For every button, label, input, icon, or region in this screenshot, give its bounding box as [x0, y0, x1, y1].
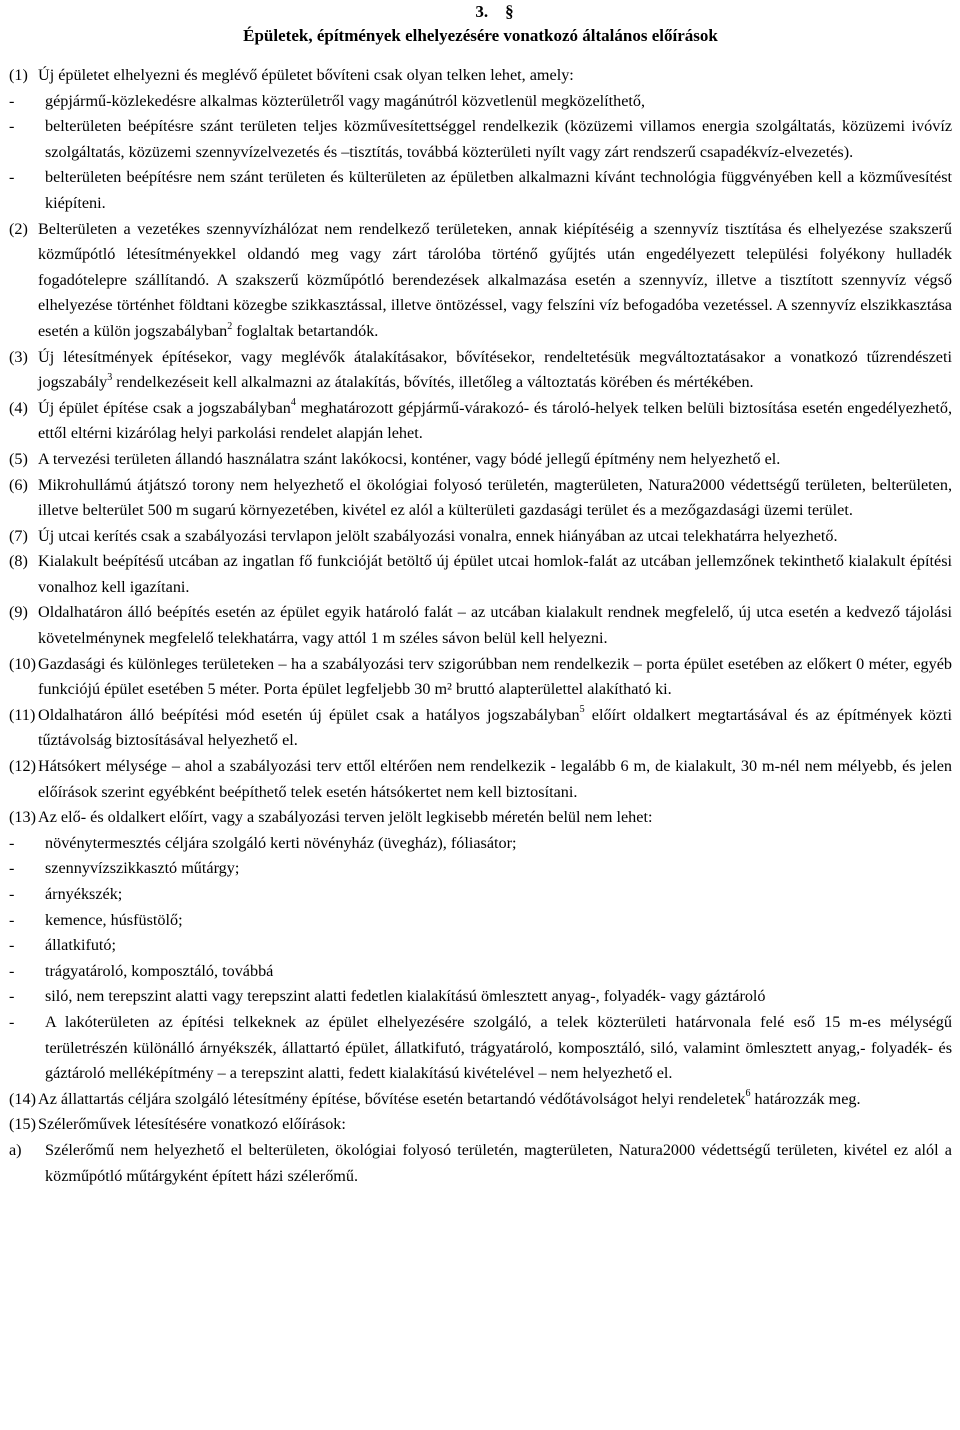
- list-item: [9, 933, 952, 959]
- paragraph-body: [38, 600, 952, 651]
- paragraph-body: [38, 345, 952, 396]
- paragraph-text: [38, 703, 952, 754]
- list-item: [9, 882, 952, 908]
- paragraph-body: [38, 805, 952, 831]
- paragraph-body: [38, 652, 952, 703]
- list-item: [9, 984, 952, 1010]
- paragraph-number: (7): [9, 526, 28, 545]
- list-item: [9, 831, 952, 857]
- list-item-text: A lakóterületen az építési telkeknek az épület elhelyezésére szolgáló, a telek közterületi határvonala felé eső 15 m-es mélységű területrészén különálló árnyékszék, állattartó épület, állatkifutó, trágyatároló, komposztáló, siló, valamint ömlesztett anyag,- folyadék- és gáztároló melléképítmény – a terepszint alatti, fedett kialakítású kivételével – nem helyezhető el.: [45, 1012, 952, 1083]
- paragraph-text-main: Új utcai kerítés csak a szabályozási tervlapon jelölt szabályozási vonalra, ennek hiányában az utcai telekhatárra helyezhető.: [38, 526, 838, 545]
- paragraph-text-cont: határozzák meg.: [750, 1089, 861, 1108]
- list-bullet: -: [9, 987, 15, 1006]
- paragraph-body: [38, 396, 952, 447]
- paragraph: [9, 1087, 952, 1113]
- list-bullet: a): [9, 1140, 22, 1159]
- list-item: [9, 1138, 952, 1189]
- paragraph-text-main: Az állattartás céljára szolgáló létesítmény építése, bővítése esetén betartandó védőtávolságot helyi rendeletek: [38, 1089, 746, 1108]
- list-item-text: gépjármű-közlekedésre alkalmas közterületről vagy magánútról közvetlenül megközelíthető,: [45, 91, 646, 110]
- list-bullet: -: [9, 885, 15, 903]
- paragraph-body: [38, 549, 952, 600]
- paragraph: [9, 63, 952, 89]
- list-bullet: -: [9, 1012, 15, 1031]
- paragraph: [9, 524, 952, 550]
- paragraph-text-main: Oldalhatáron álló beépítési mód esetén új épület csak a hatályos jogszabályban: [38, 705, 580, 724]
- paragraph-number: (4): [9, 398, 28, 417]
- paragraph-list: [9, 63, 952, 1189]
- list-item: [9, 89, 952, 115]
- paragraph-text-main: Új épület építése csak a jogszabályban: [38, 398, 291, 417]
- list-item-text: siló, nem terepszint alatti vagy terepszint alatti fedetlen kialakítású ömlesztett anyag-, folyadék- vagy gáztároló: [45, 987, 766, 1006]
- list-bullet: -: [9, 91, 15, 110]
- paragraph-text: [38, 345, 952, 396]
- paragraph-body: [38, 524, 952, 550]
- paragraph-text: [38, 600, 952, 651]
- paragraph-body: [38, 1112, 952, 1138]
- list-item-text: Szélerőmű nem helyezhető el belterületen, ökológiai folyosó területén, magterületen, Natura2000 védettségű területen, kivétel ez alól a közműpótló műtárgyként épített házi szélerőmű.: [45, 1140, 952, 1185]
- paragraph-text-main: Belterületen a vezetékes szennyvízhálózat nem rendelkező területeken, annak kiépítéséig a szennyvíz tisztítása és elhelyezése szakszerű közműpótló létesítményekkel oldandó meg vagy zárt tárolóba történő gyűjtés után engedélyezett települési folyékony hulladék fogadótelepre szállítandó. A szakszerű közműpótló berendezések alkalmazása esetén a szennyvíz, illetve a tisztított szennyvíz végső elhelyezése történhet földtani közegbe szikkasztással, illetve öntözéssel, vagy felszíni víz befogadóba vezetéssel. A szennyvíz elszikkasztása esetén a külön jogszabályban: [38, 219, 952, 340]
- paragraph-text-cont: rendelkezéseit kell alkalmazni az átalakítás, bővítés, illetőleg a változtatás körében és mértékében.: [112, 373, 754, 392]
- paragraph-text-main: Új létesítmények építésekor, vagy meglévők átalakításakor, bővítésekor, rendeltetésük megváltoztatásakor a vonatkozó tűzrendészeti jogszabály: [38, 347, 952, 392]
- paragraph-number: (14): [9, 1089, 36, 1108]
- paragraph-number: (13): [9, 808, 36, 827]
- list-item-text: árnyékszék;: [45, 885, 123, 903]
- paragraph-text: [38, 396, 952, 447]
- paragraph-text-cont: előírt oldalkert megtartásával és az építmények közti tűztávolság biztosításával helyezhető el.: [38, 705, 952, 750]
- section-title: Épületek, építmények elhelyezésére vonatkozó általános előírások: [243, 26, 718, 45]
- paragraph-body: [38, 473, 952, 524]
- paragraph-number: (11): [9, 705, 36, 724]
- list-bullet: -: [9, 117, 15, 136]
- paragraph-text-main: Mikrohullámú átjátszó torony nem helyezhető el ökológiai folyosó területén, magterületen, Natura2000 védettségű területen, belterületen, illetve belterület 500 m sugarú környezetében, kivétel ez alól a külterületi gazdasági terület és a mezőgazdasági üzemi terület.: [38, 475, 952, 520]
- list-item-text: belterületen beépítésre szánt területen teljes közművesítettséggel rendelkezik (közüzemi villamos energia szolgáltatás, közüzemi ivóvíz szolgáltatás, közüzemi szennyvízelvezetés és –tisztítás, továbbá közterületi nyílt vagy zárt rendszerű csapadékvíz-elvezetés).: [45, 117, 952, 161]
- paragraph: [9, 805, 952, 831]
- paragraph-text-cont: foglaltak betartandók.: [232, 321, 379, 340]
- section-header: [9, 0, 952, 47]
- paragraph: [9, 396, 952, 447]
- paragraph-number: (12): [9, 757, 36, 776]
- paragraph-text: [38, 1087, 952, 1113]
- paragraph-text-main: Hátsókert mélysége – ahol a szabályozási terv ettől eltérően nem rendelkezik - legalább 6 m, de kialakult, 30 m-nél nem mélyebb, és jelen előírások szerint egyébként beépíthető telek esetén hátsókertet nem kell biztosítani.: [38, 757, 952, 801]
- paragraph-text: [38, 805, 952, 831]
- list-bullet: -: [9, 961, 15, 980]
- paragraph-body: [38, 754, 952, 805]
- paragraph: [9, 600, 952, 651]
- list-bullet: -: [9, 859, 15, 878]
- paragraph-body: [38, 217, 952, 345]
- list-item-text: szennyvízszikkasztó műtárgy;: [45, 859, 240, 878]
- paragraph-text: [38, 652, 952, 703]
- paragraph-number: (2): [9, 219, 28, 238]
- paragraph-text-main: Szélerőművek létesítésére vonatkozó előírások:: [38, 1115, 346, 1134]
- paragraph: [9, 1112, 952, 1138]
- list-item-text: belterületen beépítésre nem szánt területen és külterületen az épületben alkalmazni kívánt technológia függvényében kell a közművesítést kiépíteni.: [45, 168, 952, 212]
- paragraph-body: [38, 447, 952, 473]
- list-item: [9, 1010, 952, 1087]
- list-item-text: kemence, húsfüstölő;: [45, 910, 183, 929]
- list-item-text: növénytermesztés céljára szolgáló kerti növényház (üvegház), fóliasátor;: [45, 833, 517, 852]
- paragraph-text: [38, 63, 952, 89]
- paragraph-number: (5): [9, 449, 28, 468]
- paragraph: [9, 652, 952, 703]
- list-bullet: -: [9, 910, 15, 929]
- paragraph-number: (8): [9, 552, 28, 571]
- paragraph-number: (15): [9, 1115, 36, 1134]
- paragraph-text: [38, 217, 952, 345]
- paragraph-number: (6): [9, 475, 28, 494]
- list-item-text: trágyatároló, komposztáló, továbbá: [45, 961, 274, 980]
- paragraph-number: (3): [9, 347, 28, 366]
- paragraph-text-main: Kialakult beépítésű utcában az ingatlan fő funkcióját betöltő új épület utcai homlok-falát az utcában jellemzőnek tekinthető kialakult építési vonalhoz kell igazítani.: [38, 552, 952, 596]
- list-item: [9, 959, 952, 985]
- paragraph: [9, 345, 952, 396]
- paragraph-text: [38, 549, 952, 600]
- footnote-ref: 4: [290, 397, 296, 409]
- paragraph-sign: §: [505, 2, 514, 21]
- list-item: [9, 908, 952, 934]
- paragraph-text: [38, 473, 952, 524]
- paragraph: [9, 473, 952, 524]
- section-number: 3. §: [475, 2, 514, 21]
- paragraph-number: (10): [9, 654, 36, 673]
- list-bullet: -: [9, 833, 15, 852]
- paragraph-text: [38, 754, 952, 805]
- paragraph-text-main: Az elő- és oldalkert előírt, vagy a szabályozási terven jelölt legkisebb méretén belül nem lehet:: [38, 808, 653, 827]
- list-item: [9, 165, 952, 216]
- footnote-ref: 6: [745, 1088, 751, 1100]
- paragraph-body: [38, 63, 952, 89]
- footnote-ref: 5: [579, 704, 585, 716]
- paragraph-body: [38, 1087, 952, 1113]
- footnote-ref: 2: [227, 320, 233, 332]
- paragraph: [9, 754, 952, 805]
- list-item: [9, 856, 952, 882]
- list-item-text: állatkifutó;: [45, 936, 117, 955]
- paragraph-text: [38, 524, 952, 550]
- paragraph: [9, 549, 952, 600]
- paragraph-text-main: Oldalhatáron álló beépítés esetén az épület egyik határoló falát – az utcában kialakult rendnek megfelelő, új utca esetén a kedvező tájolási követelménynek megfelelő telekhatárra, vagy attól 1 m széles sávon belül kell helyezni.: [38, 603, 952, 648]
- paragraph-text: [38, 447, 952, 473]
- paragraph-text-main: Gazdasági és különleges területeken – ha a szabályozási terv szigorúbban nem rendelkezik – porta épület esetében az előkert 0 méter, egyéb funkciójú épület esetében 5 méter. Porta épület legfeljebb 30 m² bruttó alapterülettel alakítható ki.: [38, 654, 952, 699]
- list-bullet: -: [9, 168, 15, 187]
- paragraph: [9, 703, 952, 754]
- list-item: [9, 114, 952, 165]
- paragraph: [9, 217, 952, 345]
- list-bullet: -: [9, 936, 15, 955]
- paragraph-text: [38, 1112, 952, 1138]
- footnote-ref: 3: [107, 371, 113, 383]
- paragraph-text-main: Új épületet elhelyezni és meglévő épületet bővíteni csak olyan telken lehet, amely:: [38, 66, 574, 84]
- paragraph-text-main: A tervezési területen állandó használatra szánt lakókocsi, konténer, vagy bódé jellegű építmény nem helyezhető el.: [38, 449, 781, 468]
- paragraph-number: (1): [9, 66, 28, 84]
- paragraph-text-cont: meghatározott gépjármű-várakozó- és tároló-helyek telken belüli biztosítása esetén engedélyezhető, ettől eltérni kizárólag helyi parkolási rendelet alapján lehet.: [38, 398, 952, 443]
- paragraph-number: (9): [9, 603, 28, 622]
- paragraph: [9, 447, 952, 473]
- paragraph-body: [38, 703, 952, 754]
